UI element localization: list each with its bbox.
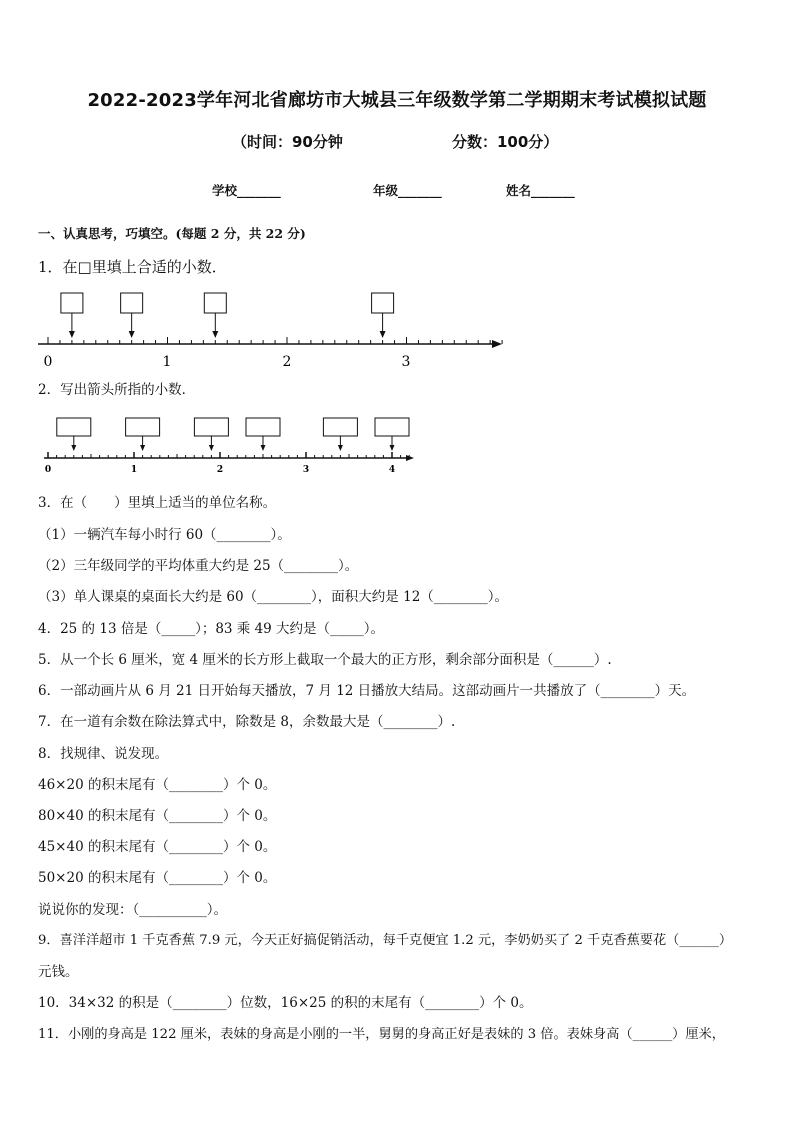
question-11: 11．小刚的身高是 122 厘米，表妹的身高是小刚的一半，舅舅的身高正好是表妹的 3 倍。表妹身高（______）厘米， (38, 1027, 725, 1042)
pointer-arrowhead (212, 331, 218, 338)
question-10: 10．34×32 的积是（________）位数，16×25 的积的末尾有（________）个 0。 (38, 995, 533, 1011)
number-line-1 (30, 288, 510, 374)
pointer-arrowhead (380, 331, 386, 338)
question-3: 3．在（ ）里填上适当的单位名称。 (38, 495, 277, 511)
pointer-arrowhead (209, 445, 214, 451)
exam-time: （时间：90分钟 (232, 133, 343, 151)
question-3-1: （1）一辆汽车每小时行 60（________）。 (38, 527, 291, 543)
answer-box (61, 293, 83, 313)
question-1: 1．在□里填上合适的小数． (38, 258, 227, 276)
question-8-line-1: 46×20 的积末尾有（________）个 0。 (38, 777, 277, 793)
question-8-finding: 说说你的发现：（__________）。 (38, 902, 227, 918)
tick-label-2: 2 (282, 354, 292, 370)
tick-label-4: 4 (388, 465, 396, 475)
number-line-2 (38, 414, 418, 476)
answer-box (323, 418, 357, 436)
answer-box (246, 418, 280, 436)
question-8-line-4: 50×20 的积末尾有（________）个 0。 (38, 870, 277, 886)
question-9: 9．喜洋洋超市 1 千克香蕉 7.9 元，今天正好搞促销活动，每千克便宜 1.2 元，李奶奶买了 2 千克香蕉要花（______） (38, 933, 733, 948)
tick-label-0: 0 (44, 465, 52, 475)
tick-label-1: 1 (162, 354, 172, 370)
answer-box (204, 293, 226, 313)
name-field: 姓名_______ (506, 183, 575, 198)
exam-score: 分数：100分） (452, 133, 559, 151)
school-field: 学校_______ (212, 183, 281, 198)
answer-box (57, 418, 91, 436)
question-3-3: （3）单人课桌的桌面长大约是 60（________），面积大约是 12（________）。 (38, 589, 509, 605)
answer-box (121, 293, 143, 313)
pointer-arrowhead (140, 445, 145, 451)
grade-field: 年级_______ (373, 183, 442, 198)
pointer-arrowhead (129, 331, 135, 338)
question-2: 2．写出箭头所指的小数． (38, 382, 196, 398)
answer-box (194, 418, 228, 436)
tick-label-1: 1 (130, 465, 138, 475)
tick-label-2: 2 (216, 465, 224, 475)
tick-label-3: 3 (401, 354, 411, 370)
question-8: 8．找规律、说发现。 (38, 746, 169, 762)
section-heading: 一、认真思考，巧填空。(每题 2 分，共 22 分) (38, 226, 306, 241)
pointer-arrowhead (261, 445, 266, 451)
pointer-arrowhead (338, 445, 343, 451)
pointer-arrowhead (390, 445, 395, 451)
answer-box (372, 293, 394, 313)
answer-box (375, 418, 409, 436)
tick-label-3: 3 (302, 465, 310, 475)
question-3-2: （2）三年级同学的平均体重大约是 25（________）。 (38, 558, 359, 574)
pointer-arrowhead (69, 331, 75, 338)
pointer-arrowhead (71, 445, 76, 451)
answer-box (126, 418, 160, 436)
tick-label-0: 0 (43, 354, 53, 370)
question-7: 7．在一道有余数在除法算式中，除数是 8，余数最大是（________）. (38, 714, 456, 730)
page-title: 2022-2023学年河北省廊坊市大城县三年级数学第二学期期末考试模拟试题 (87, 90, 707, 111)
question-8-line-2: 80×40 的积末尾有（________）个 0。 (38, 808, 277, 824)
question-4: 4．25 的 13 倍是（_____）；83 乘 49 大约是（_____）。 (38, 621, 385, 637)
question-5: 5．从一个长 6 厘米，宽 4 厘米的长方形上截取一个最大的正方形，剩余部分面积是（______）. (38, 652, 612, 668)
question-8-line-3: 45×40 的积末尾有（________）个 0。 (38, 839, 277, 855)
question-6: 6．一部动画片从 6 月 21 日开始每天播放，7 月 12 日播放大结局。这部动画片一共播放了（________）天。 (38, 683, 696, 699)
question-9-continued: 元钱。 (38, 964, 79, 980)
